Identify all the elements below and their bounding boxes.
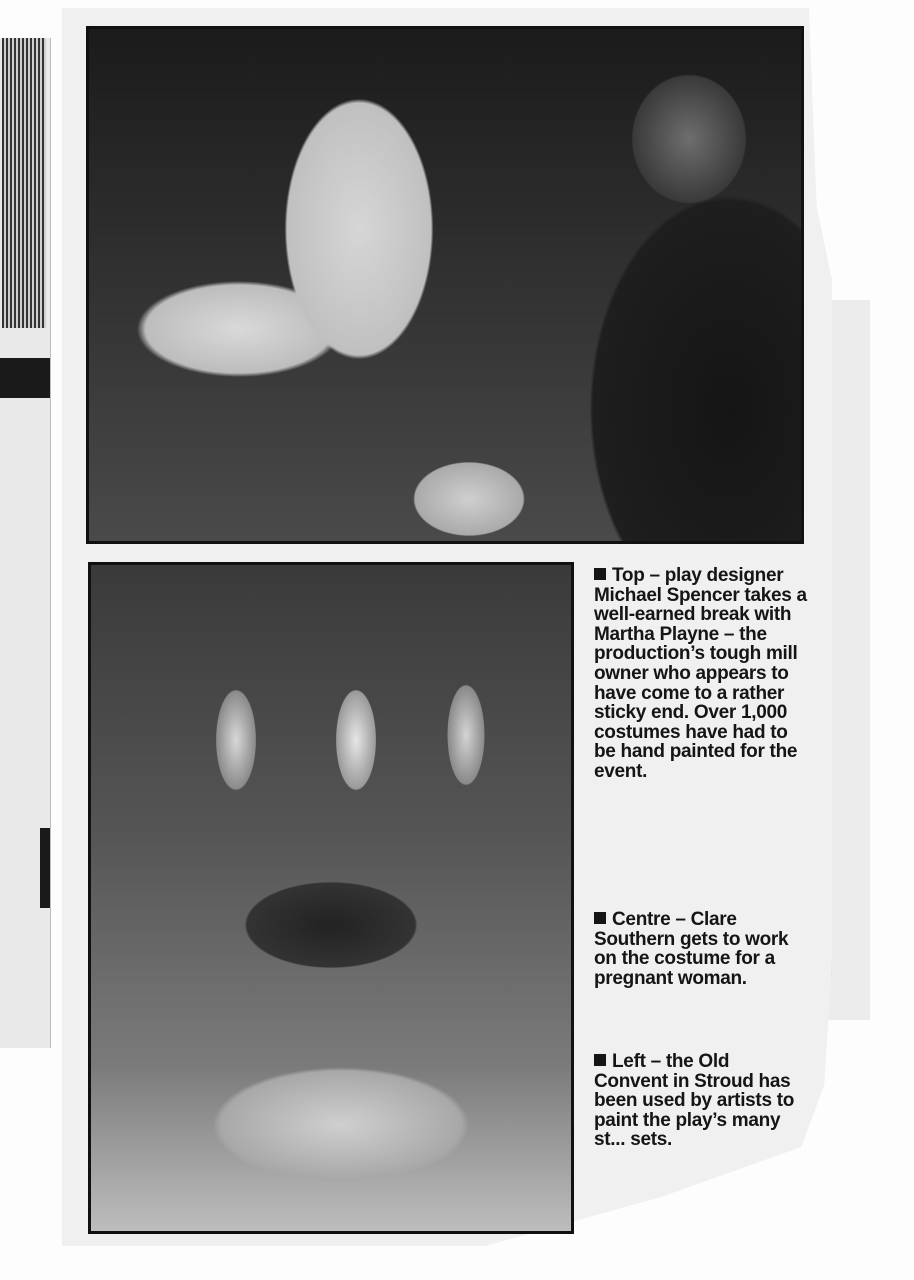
caption-bullet bbox=[594, 1054, 606, 1066]
caption-centre-text: Centre – Clare Southern gets to work on the costume for a pregnant woman. bbox=[594, 909, 789, 989]
caption-bullet bbox=[594, 912, 606, 924]
adjacent-page-bar bbox=[0, 358, 50, 398]
convent-interior-photo bbox=[88, 562, 574, 1234]
caption-left-text: Left – the Old Convent in Stroud has been used by artists to paint the play’s many st... sets. bbox=[594, 1051, 795, 1151]
adjacent-page-hatching bbox=[2, 38, 46, 328]
caption-bullet bbox=[594, 568, 606, 580]
caption-centre bbox=[594, 910, 808, 988]
caption-top-text: Top – play designer Michael Spencer takes a well-earned break with Martha Playne – the production’s tough mill owner who appears to have come to a rather sticky end. Over 1,000 costumes have had to be hand painted for the event. bbox=[594, 565, 807, 782]
caption-left bbox=[594, 1052, 808, 1150]
adjacent-page-strip bbox=[0, 38, 51, 1048]
costume-work-photo bbox=[86, 26, 804, 544]
adjacent-page-bar-lower bbox=[40, 828, 50, 908]
caption-top bbox=[594, 566, 808, 782]
